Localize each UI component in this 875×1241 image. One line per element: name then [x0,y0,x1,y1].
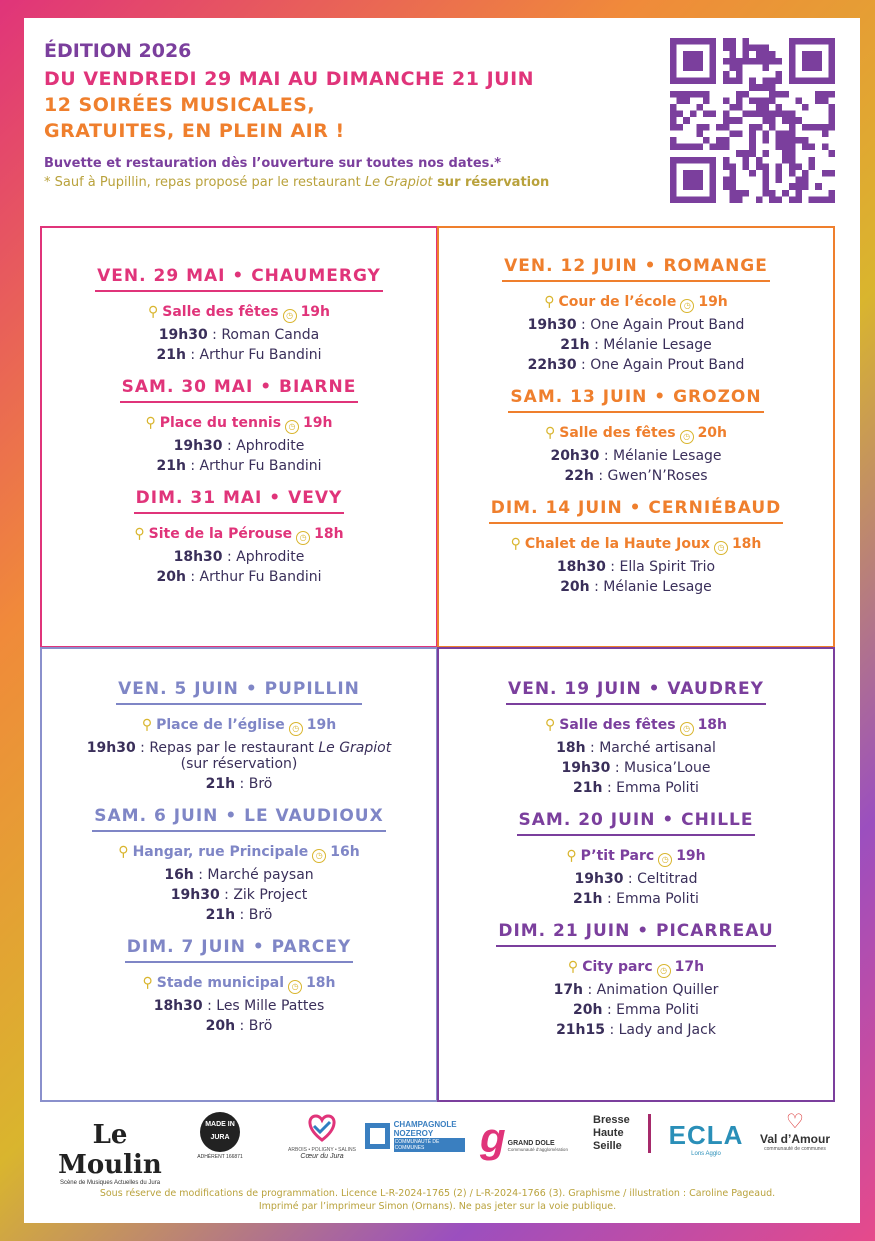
schedule-line: 19h30 : Celtitrad [574,871,698,887]
location-pin-icon: ⚲ [134,526,145,542]
event-venue [439,959,833,978]
event-venue [42,717,436,736]
schedule-line: 19h30 : Roman Canda [158,327,320,343]
artist-name: Emma Politi [616,780,699,796]
schedule-line: 20h : Mélanie Lesage [560,579,712,595]
set-time: 19h30 [574,871,624,887]
clock-icon: ◷ [288,980,302,994]
event-card [439,679,833,796]
event-card [439,921,833,1038]
schedule-line: 21h15 : Lady and Jack [556,1022,716,1038]
set-time: 19h30 [527,317,577,333]
set-time: 16h [164,867,194,883]
opening-time: 18h [697,717,728,733]
event-title: SAM. 6 JUIN • LE VAUDIOUX [92,806,385,832]
venue-name: Cour de l’école [558,294,677,310]
event-card [42,488,436,585]
opening-time: 19h [306,717,337,733]
set-time: 22h [564,468,594,484]
artist-name: Arthur Fu Bandini [199,458,322,474]
event-venue [42,975,436,994]
box-vaudrey-picarreau [437,647,835,1102]
logo-val-damour: ♡ Val d’Amour communauté de communes [755,1112,835,1174]
clock-icon: ◷ [680,430,694,444]
opening-time: 19h [698,294,728,310]
schedule-line: 19h30 : Aphrodite [173,438,305,454]
location-pin-icon: ⚲ [147,304,159,320]
logo-champagnole-nozeroy: CHAMPAGNOLE NOZEROY COMMUNAUTÉ DE COMMUNES [365,1112,465,1174]
set-time: 18h30 [153,998,203,1014]
schedule-line: 18h30 : Aphrodite [173,549,305,565]
set-time: 21h [573,891,603,907]
event-venue [42,304,436,323]
logo-coeur-du-jura: ARBOIS • POLIGNY • SALINS Cœur du Jura [272,1112,372,1174]
location-pin-icon: ⚲ [141,717,153,733]
set-time: 19h30 [158,327,208,343]
venue-name: Site de la Pérouse [148,526,293,542]
opening-time: 19h [300,304,331,320]
artist-name: Les Mille Pattes [216,998,325,1014]
set-time: 19h30 [561,760,611,776]
event-title: SAM. 13 JUIN • GROZON [508,387,763,413]
location-pin-icon: ⚲ [145,415,156,431]
opening-time: 19h [676,848,706,864]
schedule-line: 18h : Marché artisanal [556,740,716,756]
clock-icon: ◷ [680,299,694,313]
clock-icon: ◷ [680,722,694,736]
logo-grand-dole: g GRAND DOLE Communauté d’agglomération [480,1114,568,1161]
heart-icon [302,1112,342,1142]
schedule-line: 18h30 : Ella Spirit Trio [556,559,716,575]
clock-icon: ◷ [657,964,671,978]
location-pin-icon: ⚲ [544,294,555,310]
set-time: 20h [156,569,186,585]
event-venue [439,294,833,313]
event-venue [439,536,833,555]
venue-name: Salle des fêtes [162,304,279,320]
edition-title: ÉDITION 2026 [44,40,192,62]
schedule-line: 16h : Marché paysan [164,867,314,883]
schedule-line: 19h30 : Musica’Loue [561,760,711,776]
event-card [42,266,436,363]
venue-name: Place de l’église [156,717,285,733]
logo-made-in-jura: MADE IN JURA ADHÉRENT 166871 [188,1112,252,1174]
poster-header [44,40,549,190]
set-time: 19h30 [170,887,220,903]
event-title: DIM. 21 JUIN • PICARREAU [496,921,775,947]
artist-name: One Again Prout Band [590,357,745,373]
venue-name: Place du tennis [159,415,282,431]
clock-icon: ◷ [312,849,326,863]
footer-line-1: Sous réserve de modifications de programmation. Licence L-R-2024-1765 (2) / L-R-2024-1766 (3). Graphisme / illustration : Caroline Pageaud. [99,1188,776,1199]
box-romange-cerniebaud [437,226,835,648]
artist-name: Brö [248,776,273,792]
location-pin-icon: ⚲ [142,975,153,991]
schedule-line: 20h : Arthur Fu Bandini [156,569,322,585]
location-pin-icon: ⚲ [567,959,579,975]
event-card [439,387,833,484]
clock-icon: ◷ [714,541,728,555]
event-card [42,806,436,923]
schedule-line: 20h : Brö [205,1018,273,1034]
logo-le-moulin: Le Moulin Scène de Musiques Actuelles du Jura [58,1120,162,1186]
venue-name: City parc [582,959,653,975]
schedule-line: 19h30 : Zik Project [170,887,308,903]
event-title: VEN. 5 JUIN • PUPILLIN [116,679,362,705]
tagline-1: 12 SOIRÉES MUSICALES, [44,94,316,116]
set-time: 21h [156,347,186,363]
venue-name: Hangar, rue Principale [132,844,309,860]
bar-note: Buvette et restauration dès l’ouverture sur toutes nos dates.* [44,156,502,171]
schedule-line: 22h : Gwen’N’Roses [564,468,708,484]
set-time: 19h30 [86,740,136,756]
opening-time: 16h [330,844,360,860]
schedule-line: 17h : Animation Quiller [553,982,719,998]
set-time: 21h15 [556,1022,605,1038]
set-time: 17h [553,982,584,998]
set-time: 20h [560,579,590,595]
artist-name: Gwen’N’Roses [607,468,708,484]
schedule-line: 19h30 : Repas par le restaurant Le Grapiot (sur réservation) [86,740,392,772]
schedule-line: 22h30 : One Again Prout Band [527,357,745,373]
location-pin-icon: ⚲ [510,536,521,552]
partner-logos [40,1111,835,1186]
artist-name: Mélanie Lesage [613,448,722,464]
artist-name: Arthur Fu Bandini [199,347,322,363]
artist-name: Mélanie Lesage [603,337,712,353]
artist-name: Aphrodite [236,549,305,565]
schedule-line: 20h : Emma Politi [573,1002,699,1018]
artist-name: Musica’Loue [624,760,711,776]
event-venue [439,717,833,736]
set-time: 21h [560,337,590,353]
schedule-line: 21h : Arthur Fu Bandini [156,458,322,474]
event-venue [42,526,436,545]
opening-time: 18h [306,975,336,991]
schedule-line: 21h : Brö [205,907,273,923]
opening-time: 19h [303,415,333,431]
set-time: 20h [205,1018,236,1034]
event-venue [439,425,833,444]
schedule-line: 21h : Emma Politi [573,780,699,796]
exception-note: * Sauf à Pupillin, repas proposé par le restaurant Le Grapiot sur réservation [44,175,550,190]
artist-name: Mélanie Lesage [603,579,712,595]
schedule-line: 20h30 : Mélanie Lesage [550,448,722,464]
event-venue [42,844,436,863]
event-card [42,679,436,792]
logo-bresse-haute-seille: Bresse Haute Seille [593,1112,651,1174]
opening-time: 18h [314,526,344,542]
event-title: VEN. 12 JUIN • ROMANGE [502,256,770,282]
set-time: 18h [556,740,586,756]
event-card [439,256,833,373]
event-title: VEN. 29 MAI • CHAUMERGY [95,266,383,292]
set-time: 21h [205,776,236,792]
venue-name: Chalet de la Haute Joux [524,536,710,552]
footer-line-2: Imprimé par l’imprimeur Simon (Ornans). Ne pas jeter sur la voie publique. [258,1201,617,1212]
artist-name: Emma Politi [616,1002,699,1018]
event-card [439,498,833,595]
event-title: DIM. 7 JUIN • PARCEY [125,937,353,963]
artist-name: Aphrodite [236,438,305,454]
venue-name: Stade municipal [156,975,285,991]
venue-name: P’tit Parc [580,848,655,864]
event-title: DIM. 14 JUIN • CERNIÉBAUD [489,498,784,524]
artist-name: Arthur Fu Bandini [199,569,322,585]
event-card [439,810,833,907]
artist-name: Celtitrad [637,871,698,887]
event-title: SAM. 30 MAI • BIARNE [120,377,359,403]
logo-ecla: ECLA Lons Agglo [668,1120,744,1157]
set-time: 18h30 [556,559,606,575]
venue-name: Salle des fêtes [559,717,676,733]
schedule-line: 21h : Arthur Fu Bandini [156,347,322,363]
dates-line: DU VENDREDI 29 MAI AU DIMANCHE 21 JUIN [44,68,535,90]
clock-icon: ◷ [283,309,297,323]
event-card [42,937,436,1034]
set-time: 18h30 [173,549,223,565]
event-venue [42,415,436,434]
artist-name: Brö [248,1018,273,1034]
schedule-line: 21h : Mélanie Lesage [560,337,712,353]
set-time: 20h30 [550,448,600,464]
reservation-note: (sur réservation) [180,756,298,772]
location-pin-icon: ⚲ [544,717,556,733]
set-time: 21h [156,458,186,474]
schedule-line: 19h30 : One Again Prout Band [527,317,745,333]
opening-time: 17h [674,959,705,975]
set-time: 22h30 [527,357,577,373]
opening-time: 20h [697,425,728,441]
clock-icon: ◷ [658,853,672,867]
artist-name: Marché paysan [207,867,314,883]
artist-name: One Again Prout Band [590,317,745,333]
clock-icon: ◷ [296,531,310,545]
schedule-line: 21h : Emma Politi [573,891,699,907]
artist-name: Ella Spirit Trio [619,559,716,575]
event-venue [439,848,833,867]
qr-code[interactable] [670,38,835,203]
location-pin-icon: ⚲ [544,425,556,441]
location-pin-icon: ⚲ [118,844,129,860]
restaurant-name: Le Grapiot [318,740,392,756]
box-chaumergy-vevy [40,226,438,648]
set-time: 19h30 [173,438,223,454]
clock-icon: ◷ [285,420,299,434]
schedule-line: 21h : Brö [205,776,273,792]
artist-name: Marché artisanal [599,740,716,756]
artist-name: Brö [248,907,273,923]
set-time: 21h [205,907,236,923]
location-pin-icon: ⚲ [566,848,577,864]
artist-name: Zik Project [233,887,308,903]
venue-name: Salle des fêtes [559,425,676,441]
footer-legal [40,1187,835,1213]
box-pupillin-parcey [40,647,438,1102]
schedule-line: 18h30 : Les Mille Pattes [153,998,325,1014]
artist-name: Emma Politi [616,891,699,907]
artist-name: Animation Quiller [596,982,719,998]
set-time: 21h [573,780,603,796]
artist-name: Repas par le restaurant [149,740,319,756]
set-time: 20h [573,1002,603,1018]
event-title: DIM. 31 MAI • VEVY [134,488,345,514]
event-title: SAM. 20 JUIN • CHILLE [517,810,756,836]
event-card [42,377,436,474]
event-title: VEN. 19 JUIN • VAUDREY [506,679,766,705]
artist-name: Lady and Jack [618,1022,716,1038]
opening-time: 18h [731,536,762,552]
heart-icon: ♡ [786,1111,804,1133]
clock-icon: ◷ [289,722,303,736]
tagline-2: GRATUITES, EN PLEIN AIR ! [44,120,345,142]
artist-name: Roman Canda [221,327,320,343]
